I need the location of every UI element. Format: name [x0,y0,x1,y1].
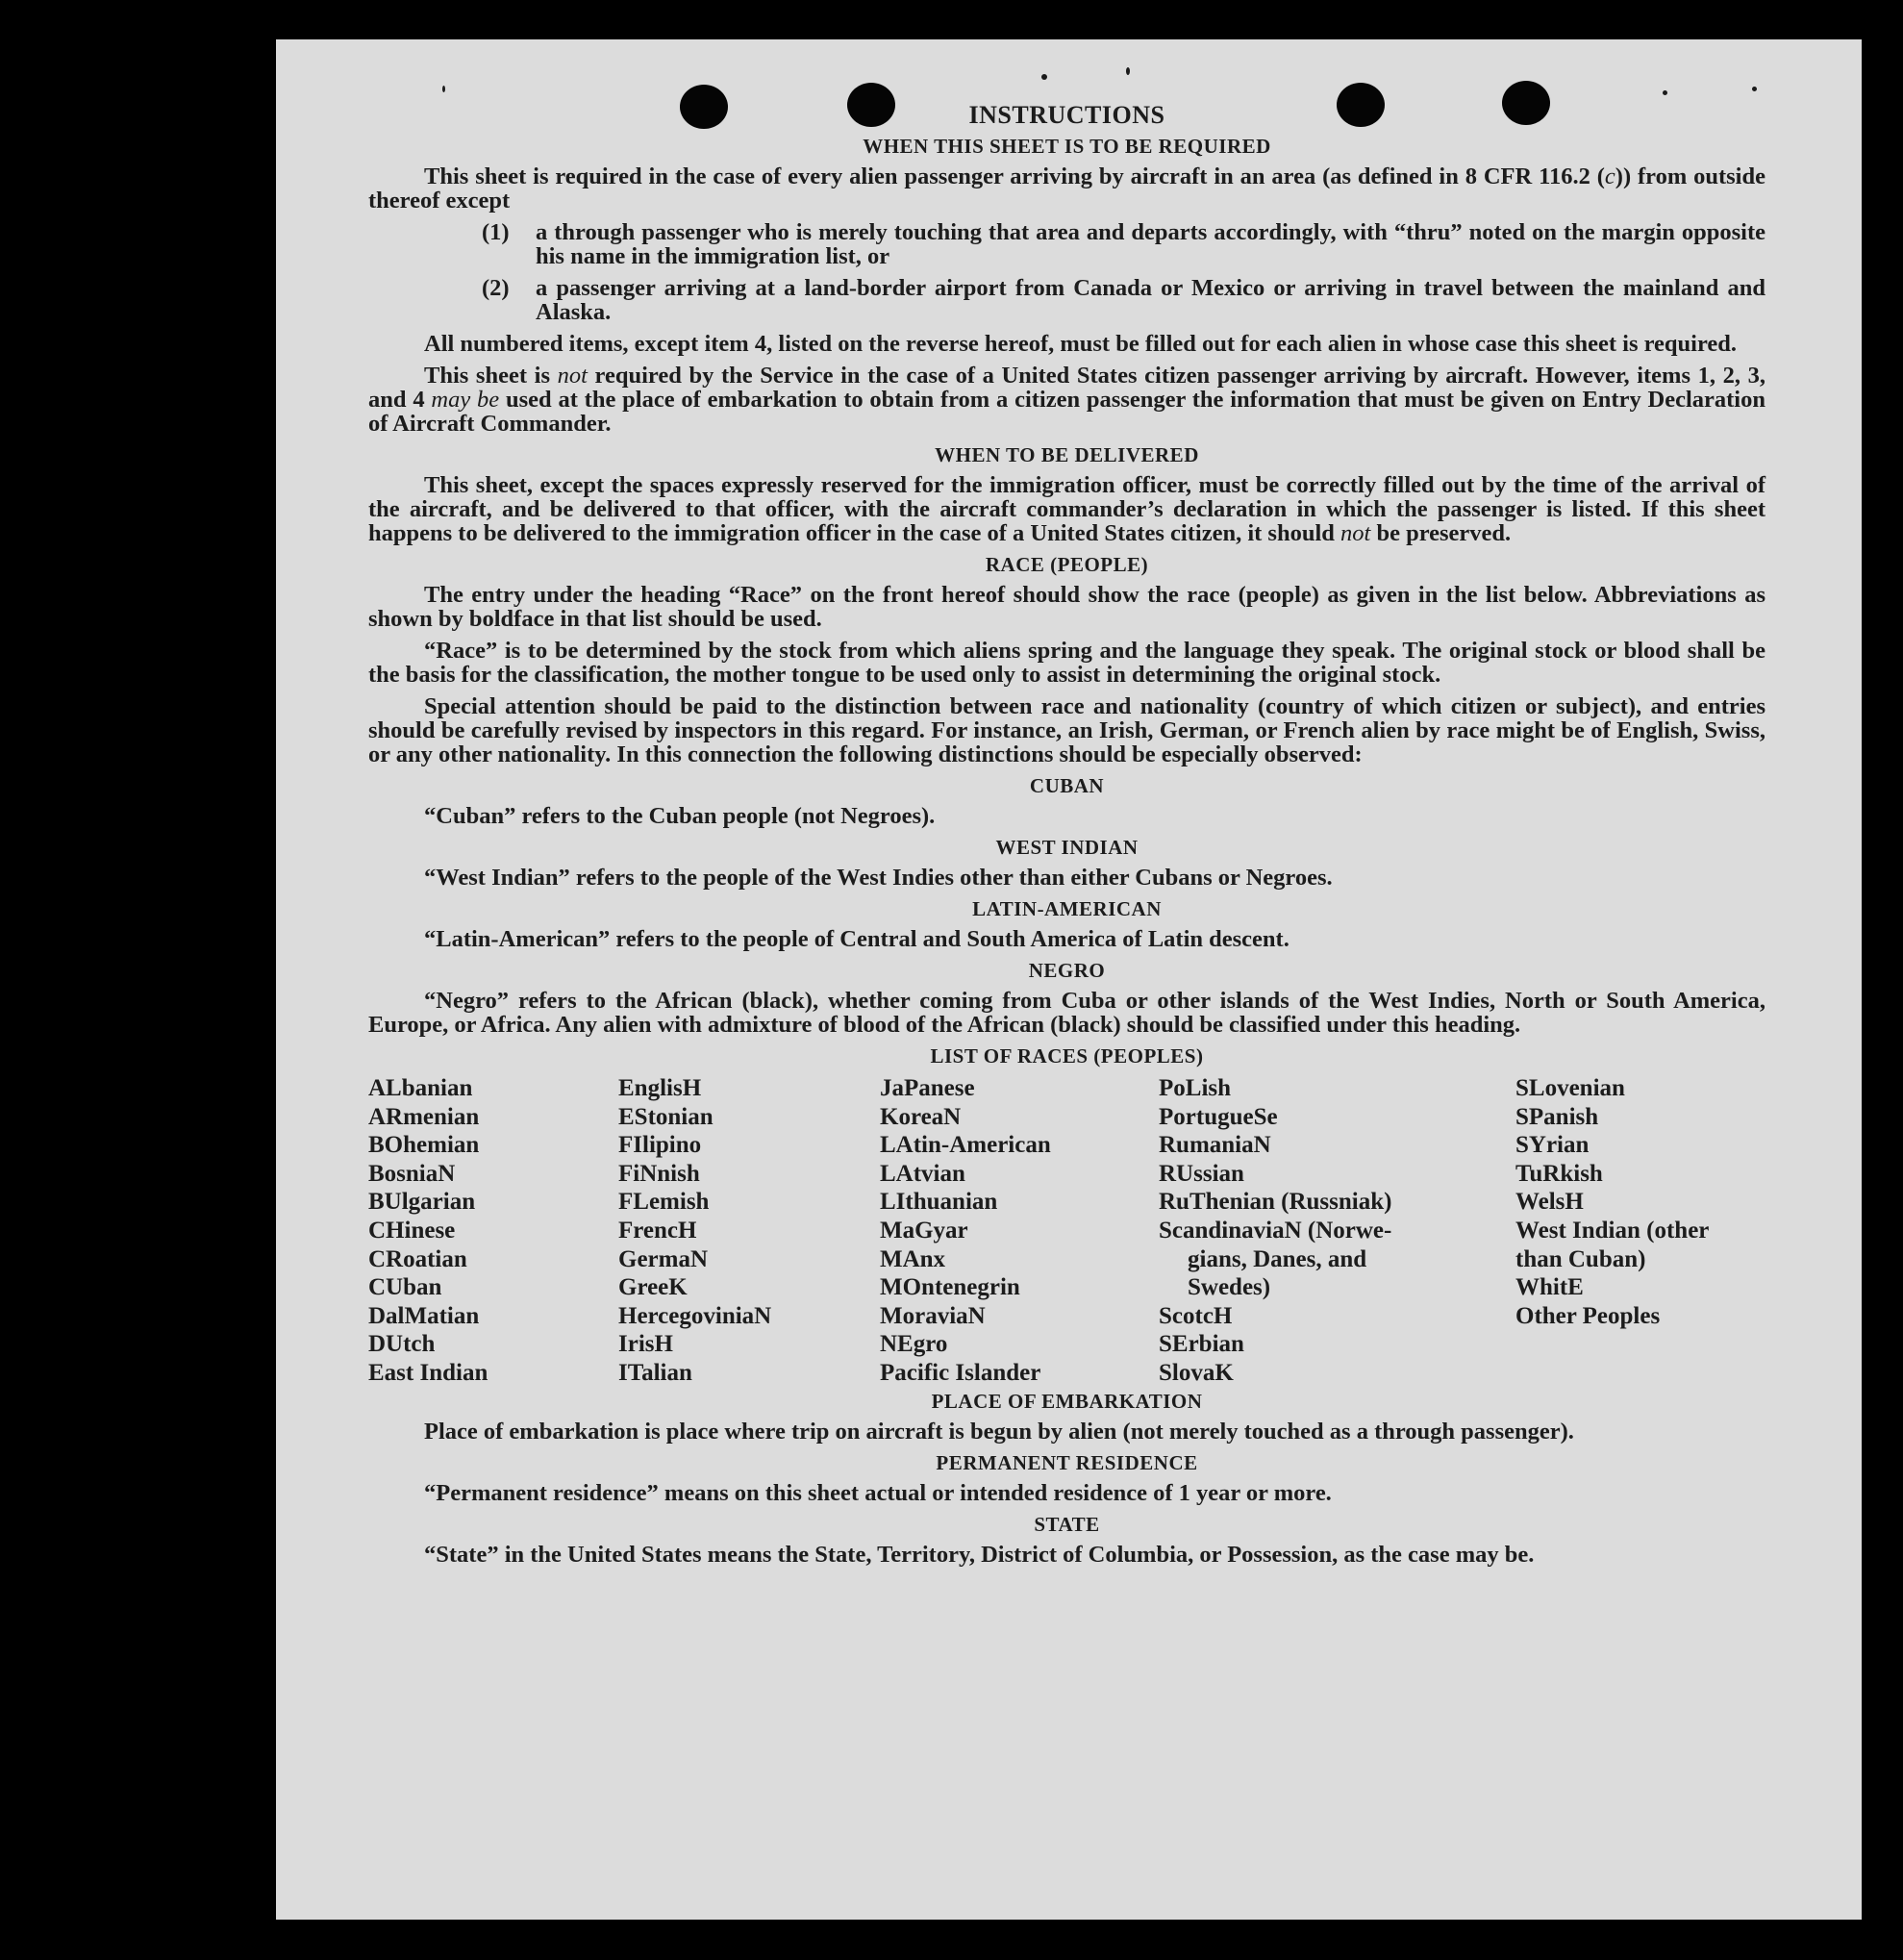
race-item: WhitE [1515,1274,1584,1301]
race-item: BUlgarian [368,1189,476,1216]
race-item: GreeK [618,1274,688,1301]
race-item: KoreaN [880,1103,962,1130]
page-title: INSTRUCTIONS [968,101,1165,129]
race-item: EStonian [618,1103,714,1130]
section-heading: WHEN THIS SHEET IS TO BE REQUIRED [863,135,1271,158]
race-item: FLemish [618,1189,710,1216]
race-item: CUban [368,1274,442,1301]
race-item: East Indian [368,1359,488,1386]
race-item: ScotcH [1159,1302,1233,1329]
race-column [618,1074,868,1388]
race-item: SlovaK [1159,1359,1234,1386]
list-item: (1) a through passenger who is merely touching that area and departs accordingly, with “thru” noted on the margin opposite his name in the immigration list, or [482,219,1765,269]
race-item: DalMatian [368,1302,480,1329]
race-column [1159,1074,1447,1388]
document-page [276,39,1862,1920]
race-item: SPanish [1515,1103,1599,1130]
section-heading: LIST OF RACES (PEOPLES) [930,1044,1204,1068]
section-heading: RACE (PEOPLE) [985,553,1149,576]
race-item: RuThenian (Russniak) [1159,1189,1392,1216]
speck [1663,90,1667,95]
speck [1126,67,1130,75]
paragraph: “Cuban” refers to the Cuban people (not Negroes). [424,803,936,829]
section-heading: NEGRO [1028,959,1106,982]
race-item: Other Peoples [1515,1302,1661,1329]
race-list [368,1074,1765,1386]
race-item: HercegoviniaN [618,1302,772,1329]
race-item: FiNnish [618,1160,700,1187]
list-item: (2) a passenger arriving at a land-border airport from Canada or Mexico or arriving in travel between the mainland and Alaska. [482,275,1765,325]
race-column [368,1074,599,1388]
race-item: CHinese [368,1217,456,1244]
paragraph: “State” in the United States means the State, Territory, District of Columbia, or Possession, as the case may be. [424,1542,1535,1568]
race-item: ALbanian [368,1075,473,1101]
race-item: LAtvian [880,1160,965,1187]
race-item: LIthuanian [880,1189,998,1216]
paragraph: “Permanent residence” means on this sheet actual or intended residence of 1 year or more. [424,1480,1332,1506]
paragraph: Special attention should be paid to the distinction between race and nationality (country of which citizen or subject), and entries should be carefully revised by inspectors in this regard. For instance, an Irish, German, or French alien by race might be of English, Swiss, or any other nationality. In this connection the following distinctions should be especially observed: [368,693,1765,767]
race-item: BosniaN [368,1160,456,1187]
speck [1041,74,1047,80]
instructions-content [368,103,1765,1574]
race-item: CRoatian [368,1245,467,1272]
paragraph: This sheet is not required by the Service in the case of a United States citizen passenger arriving by aircraft. However, items 1, 2, 3, and 4 may be used at the place of embarkation to obtain from a citizen passenger the information that must be given on Entry Declaration of Aircraft Commander. [368,363,1766,437]
paragraph: “Latin-American” refers to the people of Central and South America of Latin descent. [424,926,1290,952]
race-item: RumaniaN [1159,1132,1271,1159]
section-heading: PERMANENT RESIDENCE [936,1451,1198,1474]
section-heading: CUBAN [1029,774,1105,797]
race-item: FrencH [618,1217,697,1244]
race-item: ScandinaviaN (Norwe- [1159,1217,1392,1244]
race-item: RUssian [1159,1160,1244,1187]
race-item: LAtin-American [880,1132,1051,1159]
race-item: PoLish [1159,1075,1232,1101]
paragraph: This sheet is required in the case of every alien passenger arriving by aircraft in an area (as defined in 8 CFR 116.2 (c)) from outside thereof except [368,163,1765,214]
race-item: SErbian [1159,1331,1244,1358]
race-item: SLovenian [1515,1075,1625,1101]
race-item: GermaN [618,1245,709,1272]
race-column [1515,1074,1765,1330]
race-item: NEgro [880,1331,948,1358]
race-item: SYrian [1515,1132,1590,1159]
paragraph: “Negro” refers to the African (black), whether coming from Cuba or other islands of the West Indies, North or South America, Europe, or Africa. Any alien with admixture of blood of the African (black) should be classified under this heading. [368,988,1765,1038]
race-item: Swedes) [1188,1274,1271,1301]
section-heading: PLACE OF EMBARKATION [931,1390,1203,1413]
paragraph: All numbered items, except item 4, listed on the reverse hereof, must be filled out for each alien in whose case this sheet is required. [424,331,1738,357]
race-item: MaGyar [880,1217,968,1244]
paragraph: The entry under the heading “Race” on the front hereof should show the race (people) as given in the list below. Abbreviations as shown by boldface in that list should be used. [368,582,1765,632]
race-item: PortugueSe [1159,1103,1278,1130]
race-column [880,1074,1149,1388]
race-item: EnglisH [618,1075,702,1101]
race-item: TuRkish [1515,1160,1603,1187]
race-item: ITalian [618,1359,692,1386]
race-item: MoraviaN [880,1302,986,1329]
race-item: gians, Danes, and [1188,1245,1367,1272]
paragraph: Place of embarkation is place where trip on aircraft is begun by alien (not merely touched as a through passenger). [424,1419,1574,1445]
section-heading: LATIN-AMERICAN [972,897,1162,920]
race-item: than Cuban) [1515,1245,1646,1272]
race-item: IrisH [618,1331,673,1358]
race-item: MAnx [880,1245,946,1272]
paragraph: This sheet, except the spaces expressly reserved for the immigration officer, must be correctly filled out by the time of the arrival of the aircraft, and be delivered to that officer, with the aircraft commander’s declaration in which the passenger is listed. If this sheet happens to be delivered to the immigration officer in the case of a United States citizen, it should not be preserved. [368,472,1765,546]
race-item: JaPanese [880,1075,975,1101]
paragraph: “Race” is to be determined by the stock from which aliens spring and the language they speak. The original stock or blood shall be the basis for the classification, the mother tongue to be used only to assist in determining the original stock. [368,638,1765,688]
section-heading: STATE [1034,1513,1100,1536]
race-item: ARmenian [368,1103,480,1130]
race-item: BOhemian [368,1132,480,1159]
race-item: FIlipino [618,1132,702,1159]
section-heading: WHEN TO BE DELIVERED [935,443,1199,466]
race-item: DUtch [368,1331,436,1358]
race-item: West Indian (other [1515,1217,1710,1244]
paragraph: “West Indian” refers to the people of the West Indies other than either Cubans or Negroes. [424,865,1333,891]
race-item: MOntenegrin [880,1274,1020,1301]
section-heading: WEST INDIAN [995,836,1139,859]
race-item: WelsH [1515,1189,1584,1216]
speck [442,86,445,92]
speck [1752,87,1757,91]
race-item: Pacific Islander [880,1359,1041,1386]
